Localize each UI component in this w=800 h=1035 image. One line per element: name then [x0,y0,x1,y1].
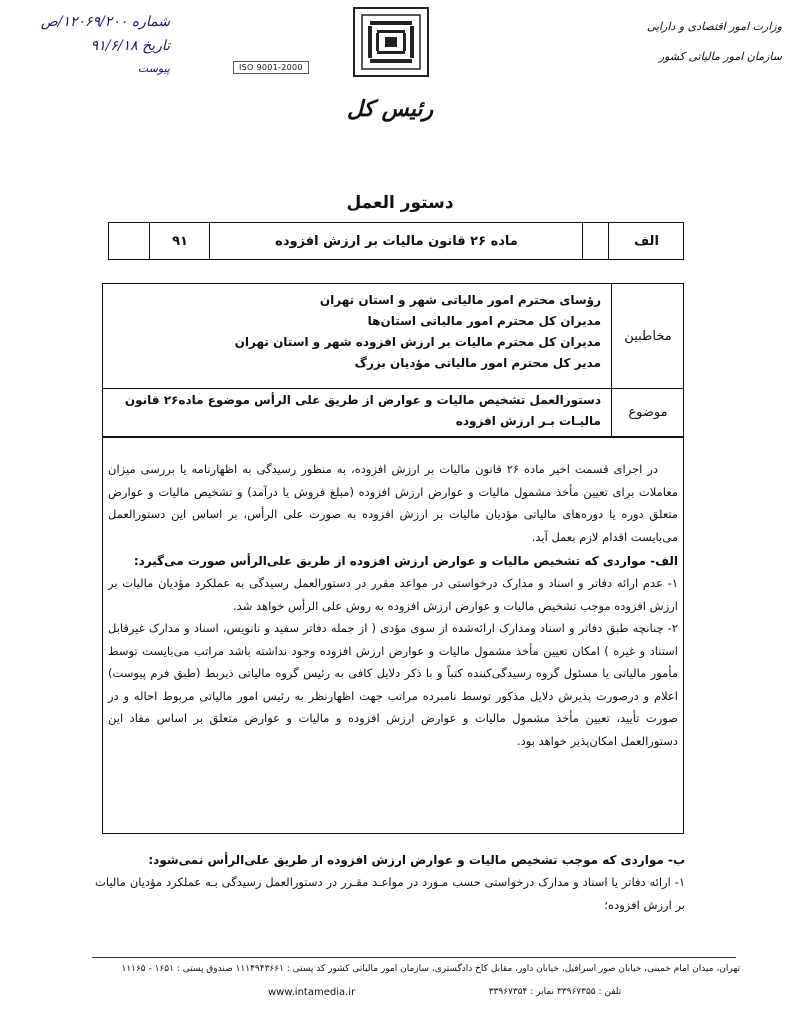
footer-rule [92,957,736,958]
footer-phone: تلفن : ۳۳۹۶۷۳۵۵ نمابر : ۳۳۹۶۷۳۵۴ [488,987,622,997]
addressee-item: مدیران کل محترم امور مالیاتی استان‌ها [367,314,601,328]
emblem-logo [352,6,430,78]
addressee-item: مدیر کل محترم امور مالیاتی مؤدیان بزرگ [354,356,601,370]
instruction-number: ۹۱ [172,233,188,249]
blank-cell [109,223,149,259]
instruction-header-box [108,222,684,260]
section-a-item-1: ۱- عدم ارائه دفاتر و اسناد و مدارک درخواستی در مواعد مقرر در دستورالعمل رسیدگی به عملکرد مؤدیان مالیات بر ارزش افزوده موجب تشخیص مالیات و عوارض ارزش افزوده به روش علی الرأس خواهد شد. [108,576,678,613]
subject-label: موضوع [628,405,668,420]
code-cell [608,223,684,259]
section-b-heading: ب- مواردی که موجب تشخیص مالیات و عوارض ارزش افزوده از طریق علی‌الرأس نمی‌شود: [148,853,685,867]
organization-name: سازمان امور مالیاتی کشور [658,50,782,63]
addressee-table [102,283,684,438]
section-a-heading: الف- مواردی که تشخیص مالیات و عوارض ارزش افزوده از طریق علی‌الرأس صورت می‌گیرد: [133,554,678,568]
addressee-item: مدیران کل محترم مالیات بر ارزش افزوده شهر و استان تهران [234,335,601,349]
handwritten-number: شماره ۱۲۰۶۹/۲۰۰/ص [40,14,170,30]
office-title: رئیس کل [346,96,434,122]
addressees-label: مخاطبین [624,328,672,344]
section-a-item-2: ۲- چنانچه طبق دفاتر و اسناد ومدارک ارائه‌شده از سوی مؤدی ( از جمله دفاتر سفید و نانویس، اسناد و مدارک غیرقابل استناد و غیره ) امکان تعیین مأخذ مشمول مالیات و عوارض ارزش افزوده وجود نداشته باشد مراتب می‌بایست توسط مأمور مالیاتی یا مسئول گروه رسیدگی‌کننده کتباً و با ذکر دلایل کافی به رئیس گروه مالیاتی ذیربط (طبق فرم پیوست) اعلام و درصورت پذیرش دلایل مذکور توسط نامبرده مراتب جهت اظهارنظر به رئیس امور مالیاتی مربوط احاله و در صورت تأیید، تعیین مأخذ مشمول مالیات و عوارض ارزش افزوده و مالیات و عوارض متعلق بر اساس مفاد این دستورالعمل امکان‌پذیر خواهد بود. [108,621,678,748]
footer-address: تهران، میدان امام خمینی، خیابان صور اسرافیل، خیابان داور، مقابل کاخ دادگستری، سازمان امور مالیاتی کشور کد پستی : ۱۱۱۴۹۴۳۶۶۱ صندوق پستی : ۱۶۵۱ - ۱۱۱۶۵ [121,964,740,974]
addressee-item: رؤسای محترم امور مالیاتی شهر و استان تهران [319,293,601,307]
addressees-list [113,290,601,374]
handwritten-attachment: پیوست [137,62,170,75]
handwritten-date: تاریخ ۹۱/۶/۱۸ [90,38,170,54]
iso-badge: ISO 9001-2000 [233,55,309,74]
document-title: دستور العمل [346,193,454,213]
instruction-code: الف [634,233,659,249]
body-content [108,458,678,752]
intro-paragraph: در اجرای قسمت اخیر ماده ۲۶ قانون مالیات بر ارزش افزوده، به منظور رسیدگی به اظهارنامه یا بررسی میزان معاملات برای تعیین مأخذ مشمول مالیات و عوارض ارزش افزوده (مبلغ فروش یا درآمد) و تشخیص مالیات و عوارض متعلق دوره یا دوره‌های مالیاتی مؤدیان مالیات بر ارزش افزوده به صورت علی الرأس، بر اساس این دستورالعمل می‌بایست اقدام لازم بعمل آید. [108,462,678,544]
section-b [95,849,685,916]
instruction-subject: ماده ۲۶ قانون مالیات بر ارزش افزوده [275,233,518,249]
spacer-cell [582,223,609,259]
section-b-item-1: ۱- ارائه دفاتر یا اسناد و مدارک درخواستی حسب مـورد در مواعـد مقـرر در دستورالعمل رسیدگی بـه عملکرد مؤدیان مالیات بر ارزش افزوده؛ [95,875,685,912]
subject-text: دستورالعمل تشخیص مالیات و عوارض از طریق علی الرأس موضوع ماده۲۶ قانون مالیـات بـر ارزش افزوده [124,393,601,428]
subject-cell [209,223,583,259]
footer-website-link[interactable]: www.intamedia.ir [268,987,356,998]
number-cell [149,223,210,259]
ministry-name: وزارت امور اقتصادی و دارایی [646,20,782,33]
